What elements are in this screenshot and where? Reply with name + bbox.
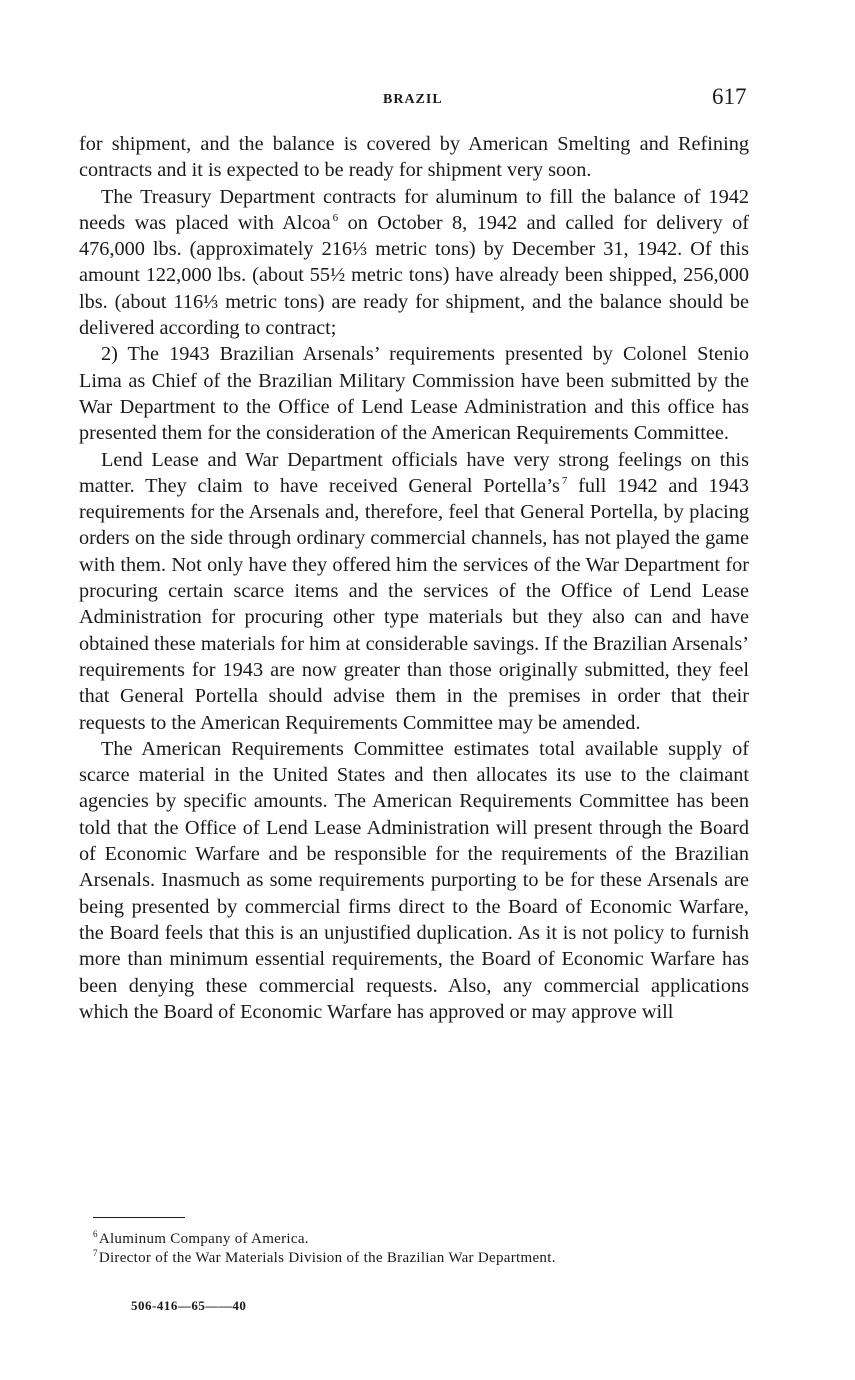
- paragraph-text: The Treasury Department contracts for aluminum to fill the balance of 1942 needs was placed with Alcoa: [79, 185, 749, 234]
- paragraph-treasury-aluminum: [79, 184, 749, 342]
- footnote-text: Director of the War Materials Division of the Brazilian War Department.: [98, 1250, 556, 1266]
- footnote-marker: 6: [332, 211, 339, 224]
- running-head: BRAZIL: [383, 92, 443, 107]
- footnote-marker: 7: [93, 1248, 98, 1258]
- paragraph-requirements-committee: The American Requirements Committee estimates total available supply of scarce material in the United States and then allocates its use to the claimant agencies by specific amounts. The American Requirements Committee has been told that the Office of Lend Lease Administration will present through the Board of Economic Warfare and be responsible for the requirements of the Brazilian Arsenals. Inasmuch as some requirements purporting to be for these Arsenals are being presented by commercial firms direct to the Board of Economic Warfare, the Board feels that this is an unjustified duplication. As it is not policy to furnish more than minimum essential requirements, the Board of Economic Warfare has been denying these commercial requests. Also, any commercial applications which the Board of Economic Warfare has approved or may approve will: [79, 737, 749, 1023]
- footnotes: [93, 1230, 753, 1268]
- body-text: [79, 131, 749, 1025]
- print-code: 506-416—65——40: [131, 1298, 247, 1313]
- paragraph-text: Lend Lease and War Department officials have very strong feelings on this matter. They claim to have received General Portella’s: [79, 448, 749, 497]
- paragraph-arsenals-requirements: 2) The 1943 Brazilian Arsenals’ requirements presented by Colonel Stenio Lima as Chief of the Brazilian Military Commission have been submitted by the War Department to the Office of Lend Lease Administration and this office has presented them for the consideration of the American Requirements Committee.: [79, 343, 749, 445]
- paragraph-continued: for shipment, and the balance is covered by American Smelting and Refining contracts and it is expected to be ready for shipment very soon.: [79, 133, 749, 182]
- footnote-7: [93, 1249, 753, 1268]
- paragraph-lend-lease: [79, 447, 749, 736]
- page-number: 617: [712, 84, 747, 109]
- footnote-marker: 7: [561, 474, 568, 487]
- paragraph-text: full 1942 and 1943 requirements for the Arsenals and, therefore, feel that General Portella, by placing orders on the side through ordinary commercial channels, has not played the game with them. Not only have they offered him the services of the War Department for procuring certain scarce items and the services of the Office of Lend Lease Administration for procuring other type materials but they also can and have obtained these materials for him at considerable savings. If the Brazilian Arsenals’ requirements for 1943 are now greater than those originally submitted, they feel that General Portella should advise them in the premises in order that their requests to the American Requirements Committee may be amended.: [79, 474, 749, 734]
- footnote-6: [93, 1230, 753, 1249]
- paragraph-text: on October 8, 1942 and called for delivery of 476,000 lbs. (approximately 216⅓ metric tons) by December 31, 1942. Of this amount 122,000 lbs. (about 55½ metric tons) have already been shipped, 256,000 lbs. (about 116⅓ metric tons) are ready for shipment, and the balance should be delivered according to contract;: [79, 211, 749, 340]
- footnote-divider: [93, 1217, 185, 1218]
- footnote-marker: 6: [93, 1229, 98, 1239]
- footnote-text: Aluminum Company of America.: [98, 1231, 309, 1247]
